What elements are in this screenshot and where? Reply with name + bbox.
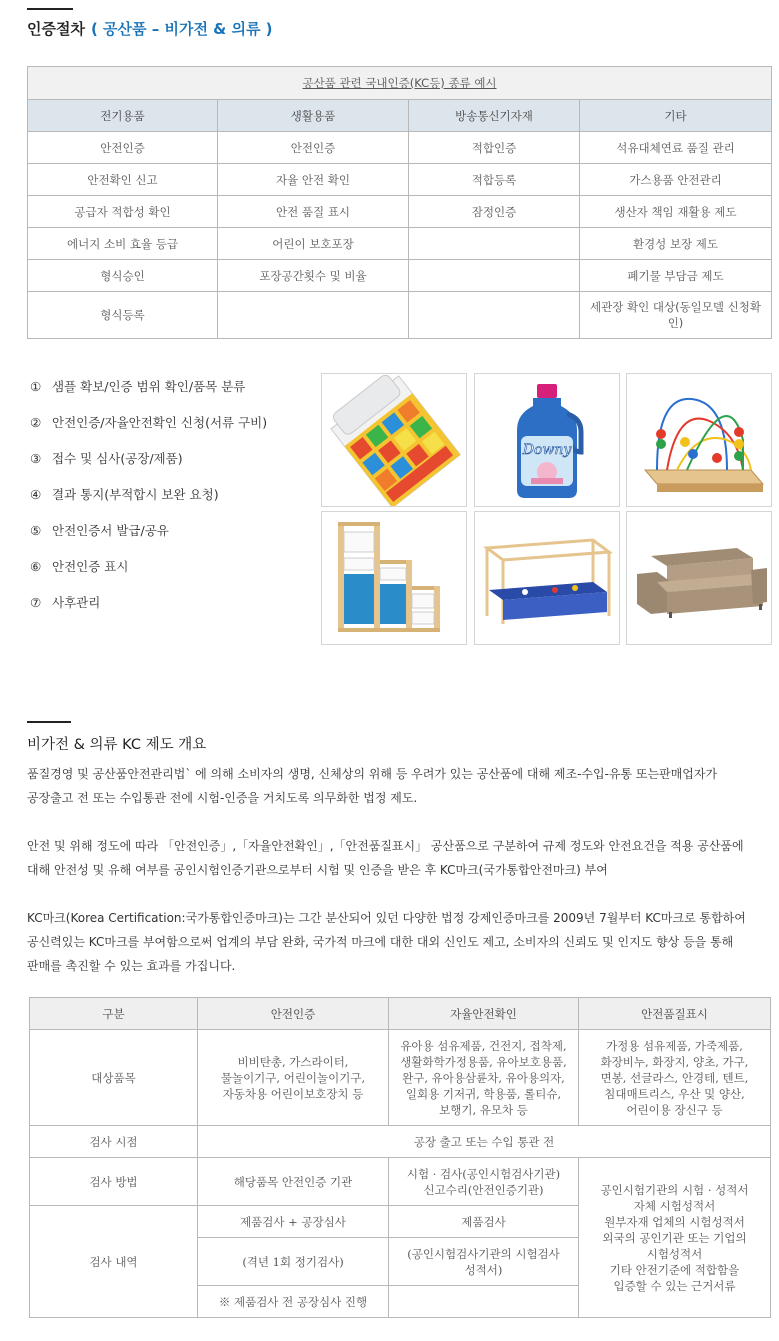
kc-types-caption: 공산품 관련 국내인증(KC등) 종류 예시: [28, 67, 772, 100]
overview-header: 자율안전확인: [389, 998, 579, 1030]
step-item: [30, 512, 310, 548]
photo-sofa: [626, 511, 772, 645]
table-cell: (공인시험검사기관의 시험검사 성적서): [389, 1238, 579, 1286]
table-cell: (격년 1회 정기검사): [198, 1238, 389, 1286]
table-row: [30, 1030, 771, 1126]
step-number: ②: [30, 414, 42, 430]
kc-types-header: 기타: [580, 100, 772, 132]
table-cell: 잠정인증: [409, 196, 580, 228]
table-cell: 검사 내역: [30, 1206, 198, 1318]
kc-types-header: 생활용품: [218, 100, 409, 132]
table-cell: 에너지 소비 효율 등급: [28, 228, 218, 260]
table-cell: 공장 출고 또는 수입 통관 전: [198, 1126, 771, 1158]
overview-paragraph-1: [27, 762, 772, 810]
table-row: [28, 164, 772, 196]
table-row: [28, 228, 772, 260]
table-cell: 형식승인: [28, 260, 218, 292]
table-cell: 검사 방법: [30, 1158, 198, 1206]
table-row: [28, 196, 772, 228]
page-subtitle: ( 공산품 – 비가전 & 의류 ): [90, 20, 273, 38]
table-cell: 대상품목: [30, 1030, 198, 1126]
overview-paragraph-2: [27, 834, 772, 882]
overview-line: 공장출고 전 또는 수입통관 전에 시험-인증을 거치도록 의무화한 법정 제도.: [27, 791, 418, 805]
table-cell: 적합인증: [409, 132, 580, 164]
table-cell: 제품검사: [389, 1206, 579, 1238]
overview-line: 공신력있는 KC마크를 부여함으로써 업계의 부담 완화, 국가적 마크에 대한 대외 신인도 제고, 소비자의 신뢰도 및 인지도 향상 등을 통해: [27, 935, 734, 949]
overview-line: 안전 및 위해 정도에 따라 「안전인증」,「자율안전확인」,「안전품질표시」 공산품으로 구분하여 규제 정도와 안전요건을 적용 공산품에: [27, 839, 744, 853]
step-number: ⑤: [30, 522, 42, 538]
overview-bar-accent: [27, 721, 71, 723]
table-cell: 적합등록: [409, 164, 580, 196]
step-item: [30, 584, 310, 620]
step-item: [30, 548, 310, 584]
table-cell: [218, 292, 409, 339]
step-item: [30, 368, 310, 404]
table-cell: 생산자 책임 재활용 제도: [580, 196, 772, 228]
bedding-illustration: [322, 374, 467, 507]
table-cell: 안전인증: [28, 132, 218, 164]
table-cell: 폐기물 부담금 제도: [580, 260, 772, 292]
overview-line: 대해 안전성 및 유해 여부를 공인시험인증기관으로부터 시험 및 인증을 받은 후 KC마크(국가통합안전마크) 부여: [27, 863, 608, 877]
step-number: ④: [30, 486, 42, 502]
detergent-brand-label: Downy: [522, 442, 572, 458]
table-row: [28, 292, 772, 339]
photo-bead-maze-toy: [626, 373, 772, 507]
table-cell: 형식등록: [28, 292, 218, 339]
step-item: [30, 404, 310, 440]
step-text: 안전인증 표시: [52, 559, 129, 574]
overview-header: 구분: [30, 998, 198, 1030]
step-number: ⑦: [30, 594, 42, 610]
photo-storage-shelf: [321, 511, 467, 645]
bead-maze-illustration: [627, 374, 772, 507]
table-cell: [409, 228, 580, 260]
table-cell: 안전인증: [218, 132, 409, 164]
step-text: 사후관리: [52, 595, 101, 610]
table-row: [30, 1126, 771, 1158]
overview-paragraph-3: [27, 906, 772, 978]
table-cell: 가스용품 안전관리: [580, 164, 772, 196]
certification-steps-list: [30, 368, 310, 620]
table-cell: 환경성 보장 제도: [580, 228, 772, 260]
kc-types-header: 전기용품: [28, 100, 218, 132]
overview-title: 비가전 & 의류 KC 제도 개요: [27, 737, 207, 753]
sofa-illustration: [627, 512, 772, 645]
table-cell: 공급자 적합성 확인: [28, 196, 218, 228]
storage-shelf-illustration: [322, 512, 467, 645]
table-row: [28, 260, 772, 292]
kc-types-table: [27, 66, 772, 339]
table-cell: 가정용 섬유제품, 가죽제품, 화장비누, 화장지, 양초, 가구, 면봉, 선글라스, 안경테, 텐트, 침대매트리스, 우산 및 양산, 어린이용 장신구 등: [579, 1030, 771, 1126]
overview-line: KC마크(Korea Certification:국가통합인증마크)는 그간 분산되어 있던 다양한 법정 강제인증마크를 2009년 7월부터 KC마크로 통합하여: [27, 911, 746, 925]
title-bar-accent: [27, 8, 73, 10]
table-cell: 자율 안전 확인: [218, 164, 409, 196]
table-cell: 포장공간횟수 및 비율: [218, 260, 409, 292]
table-cell: 공인시험기관의 시험 · 성적서 자체 시험성적서 원부자재 업체의 시험성적서 외국의 공인기관 또는 기업의 시험성적서 기타 안전기준에 적합함을 입증할 수 있는 근거서류: [579, 1158, 771, 1318]
step-number: ③: [30, 450, 42, 466]
kc-types-header: 방송통신기자재: [409, 100, 580, 132]
table-cell: 안전 품질 표시: [218, 196, 409, 228]
table-row: [28, 132, 772, 164]
table-cell: [409, 292, 580, 339]
step-text: 접수 및 심사(공장/제품): [52, 451, 183, 466]
table-cell: 석유대체연료 품질 관리: [580, 132, 772, 164]
page-title-text: 인증절차: [27, 20, 85, 38]
overview-header: 안전품질표시: [579, 998, 771, 1030]
table-cell: 안전확인 신고: [28, 164, 218, 196]
table-cell: 검사 시점: [30, 1126, 198, 1158]
table-cell: 유아용 섬유제품, 건전지, 접착제, 생활화학가정용품, 유아보호용품, 완구, 유아용삼륜차, 유아용의자, 일회용 기저귀, 학용품, 롤티슈, 보행기, 유모차 등: [389, 1030, 579, 1126]
step-item: [30, 440, 310, 476]
page-title: [27, 18, 273, 39]
detergent-illustration: [475, 374, 620, 507]
photo-kids-bedding: [321, 373, 467, 507]
table-cell: 어린이 보호포장: [218, 228, 409, 260]
overview-line: 판매를 촉진할 수 있는 효과를 가집니다.: [27, 959, 236, 973]
step-text: 결과 통지(부적합시 보완 요청): [52, 487, 219, 502]
table-row: [30, 1158, 771, 1206]
step-number: ①: [30, 378, 42, 394]
table-cell: 비비탄총, 가스라이터, 물놀이기구, 어린이놀이기구, 자동차용 어린이보호장치 등: [198, 1030, 389, 1126]
step-number: ⑥: [30, 558, 42, 574]
kids-bed-illustration: [475, 512, 620, 645]
kc-overview-table: [29, 997, 771, 1318]
step-item: [30, 476, 310, 512]
table-cell: [389, 1286, 579, 1318]
overview-line: 품질경영 및 공산품안전관리법` 에 의해 소비자의 생명, 신체상의 위해 등 우려가 있는 공산품에 대해 제조-수입-유통 또는판매업자가: [27, 767, 718, 781]
table-cell: 시험 · 검사(공인시험검사기관) 신고수리(안전인증기관): [389, 1158, 579, 1206]
table-cell: 제품검사 + 공장심사: [198, 1206, 389, 1238]
table-cell: [409, 260, 580, 292]
step-text: 안전인증서 발급/공유: [52, 523, 169, 538]
table-cell: 해당품목 안전인증 기관: [198, 1158, 389, 1206]
photo-kids-bed: [474, 511, 620, 645]
step-text: 샘플 확보/인증 범위 확인/품목 분류: [52, 379, 246, 394]
overview-header: 안전인증: [198, 998, 389, 1030]
step-text: 안전인증/자율안전확인 신청(서류 구비): [52, 415, 268, 430]
photo-fabric-softener: [474, 373, 620, 507]
table-cell: ※ 제품검사 전 공장심사 진행: [198, 1286, 389, 1318]
table-cell: 세관장 확인 대상(동일모델 신청확인): [580, 292, 772, 339]
